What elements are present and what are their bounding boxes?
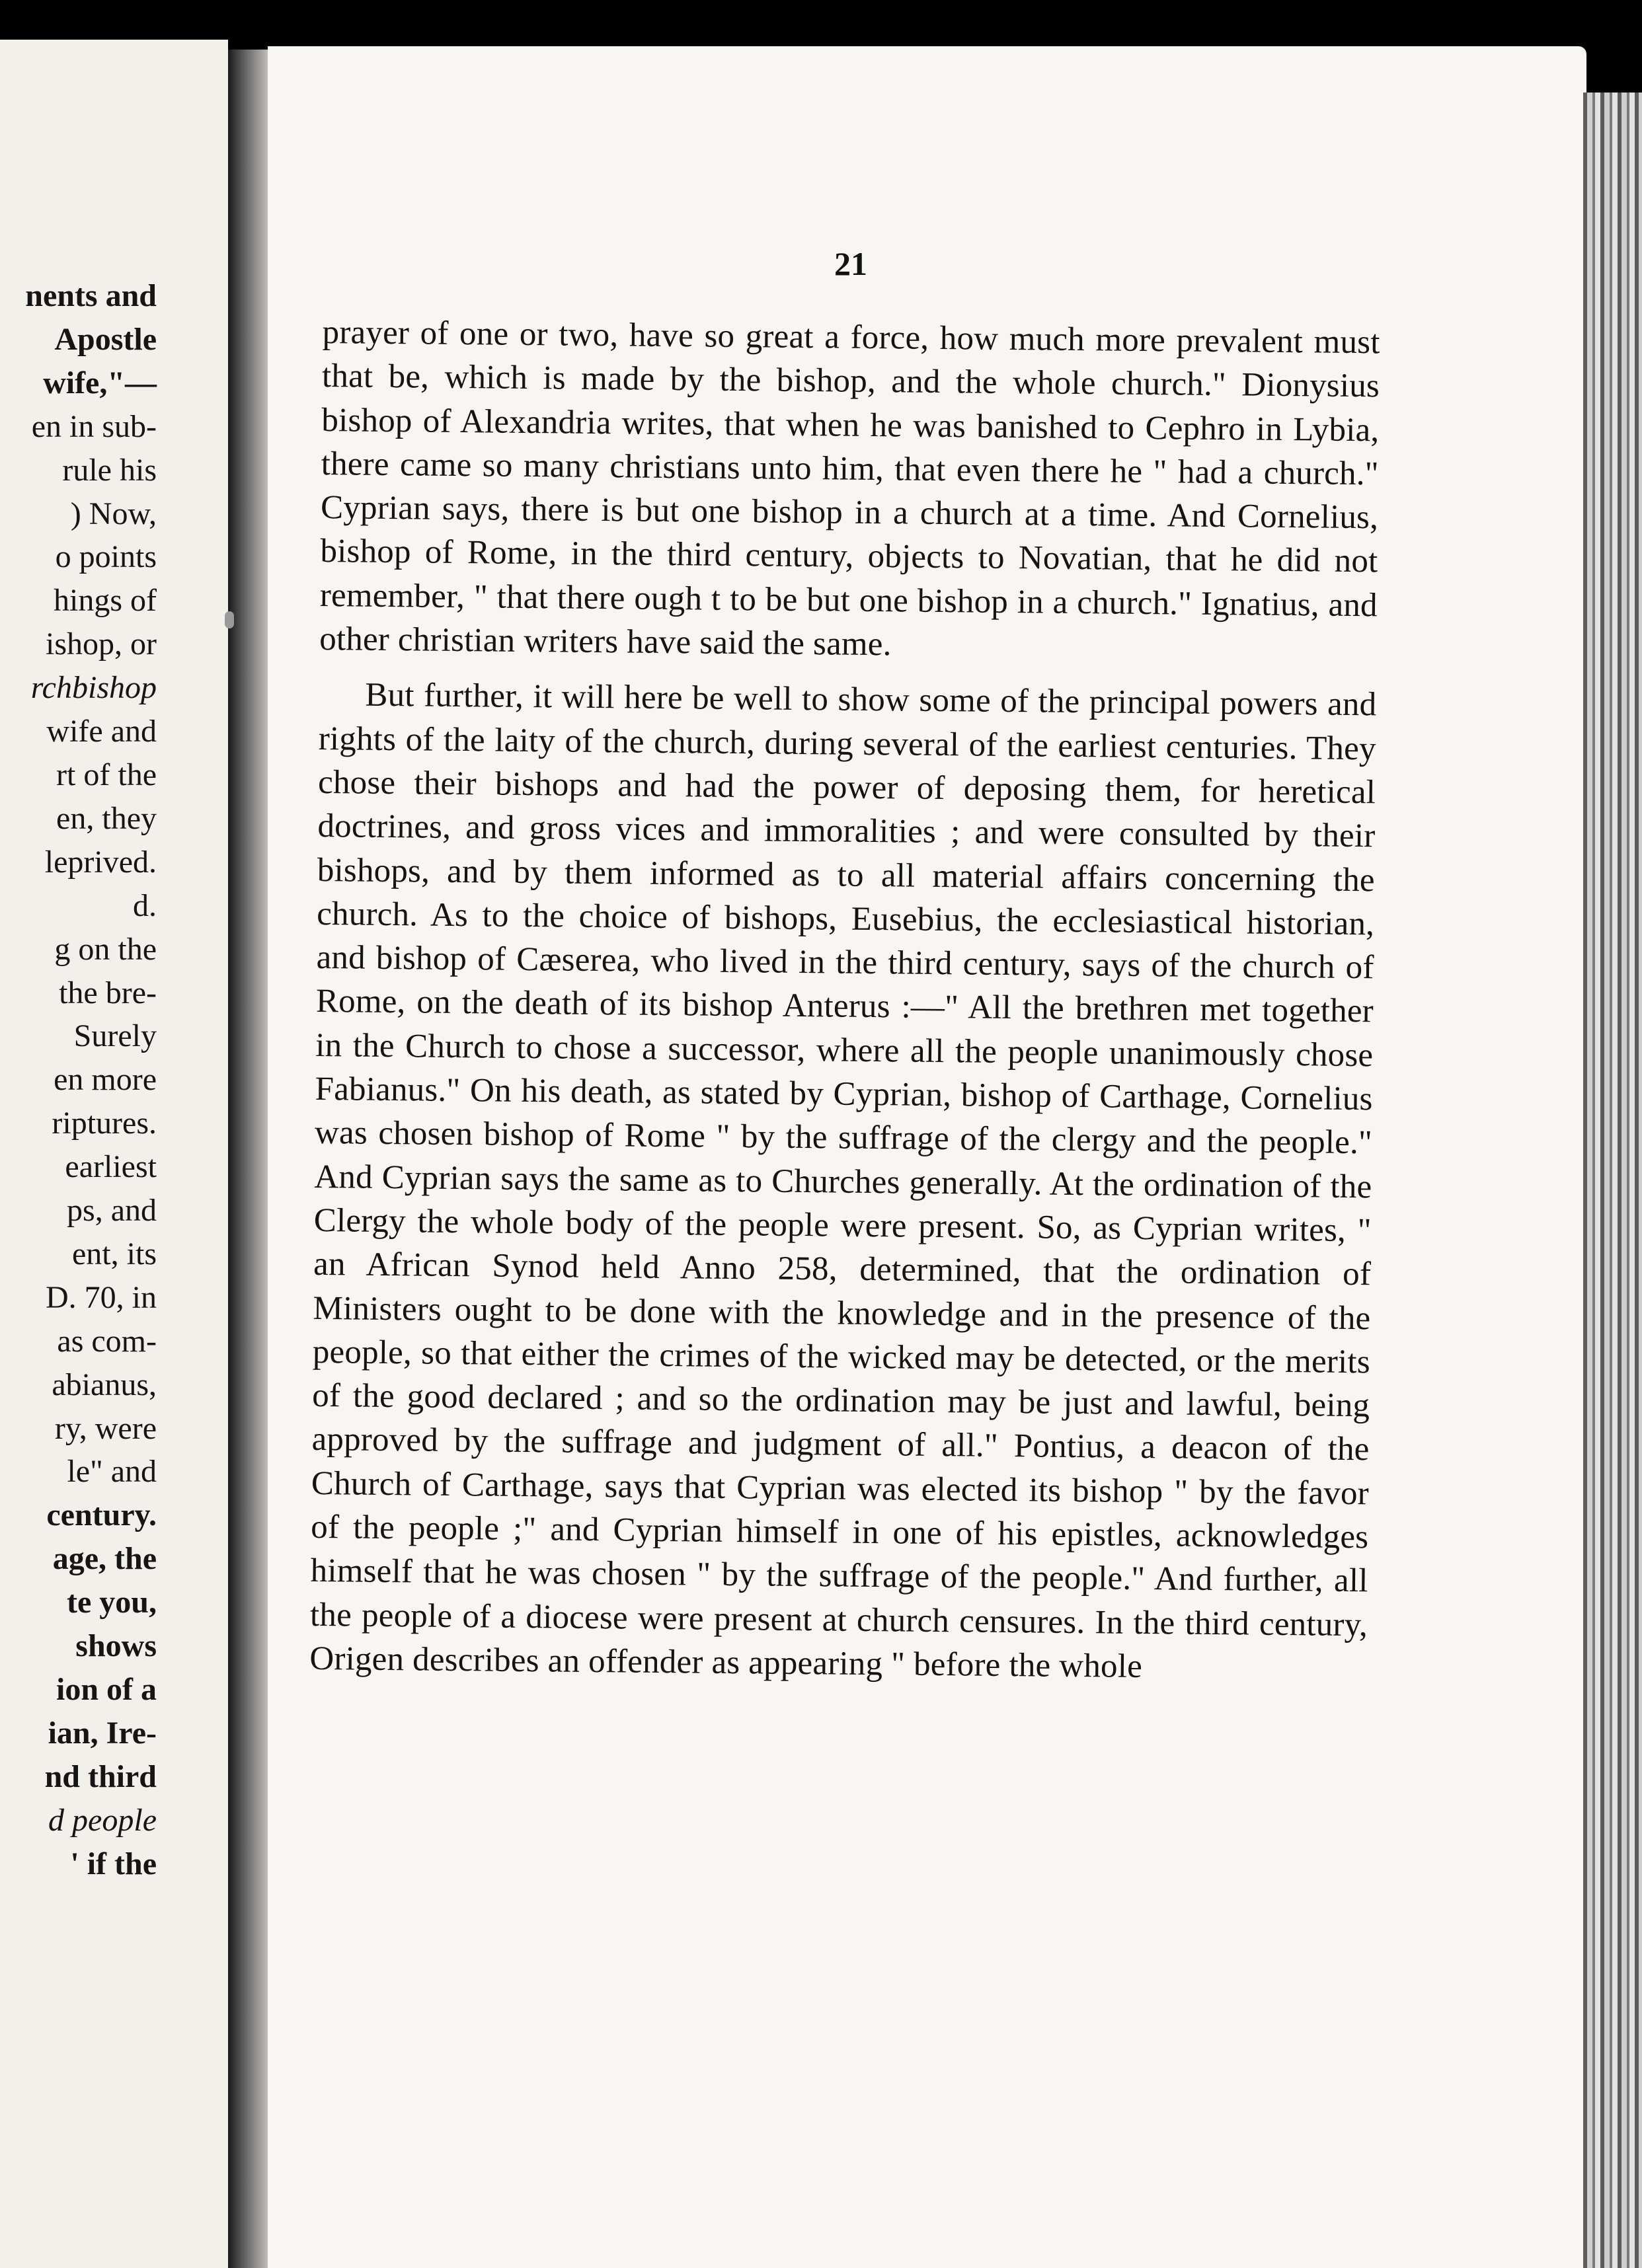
left-line: en more — [54, 1062, 157, 1098]
left-line: as com- — [57, 1323, 157, 1359]
left-line: d people — [48, 1802, 157, 1838]
left-line: riptures. — [52, 1106, 157, 1141]
left-line: ) Now, — [70, 496, 157, 531]
left-line: rt of the — [56, 757, 157, 792]
left-line: o points — [55, 539, 157, 575]
left-line: age, the — [52, 1541, 157, 1577]
left-line: ion of a — [56, 1672, 157, 1707]
left-line: ry, were — [54, 1410, 157, 1446]
binding-hole — [225, 611, 234, 628]
left-line: nd third — [44, 1758, 157, 1794]
left-line: abianus, — [52, 1367, 157, 1402]
left-line: Apostle — [54, 321, 157, 357]
left-line: wife,"— — [43, 365, 157, 400]
left-line: century. — [46, 1497, 157, 1533]
left-line: hings of — [54, 583, 157, 619]
paragraph: But further, it will here be well to show some of the principal powers and rights of the laity of the church, during several of the earliest centuries. They chose their bishops and had the power of deposing them, for heretical doctrines, and gross vices and immoralities ; and were consulted by their bishops, and by them informed as to all material affairs concerning the church. As to the choice of bishops, Eusebius, the ecclesiastical historian, and bishop of Cæserea, who lived in the third century, says of the church of Rome, on the death of its bishop Anterus :—" All the brethren met together in the Church to chose a successor, where all the people unanimously chose Fabianus." On his death, as stated by Cyprian, bishop of Carthage, Cornelius was chosen bishop of Rome " by the suffrage of the clergy and the people." And Cyprian says the same as to Churches generally. At the ordination of the Clergy the whole body of the people were present. So, as Cyprian writes, " an African Synod held Anno 258, determined, that the ordination of Ministers ought to be done with the knowledge and in the presence of the people, so that either the crimes of the wicked may be detected, or the merits of the good declared ; and so the ordination may be just and lawful, being approved by the suffrage and judgment of all." Pontius, a deacon of the Church of Carthage, says that Cyprian was elected its bishop " by the favor of the people ;" and Cyprian himself in one of his epistles, acknowledges himself that he was chosen " by the suffrage of the people." And further, all the people of a diocese were present at church censures. In the third century, Origen describes an offender as appearing " before the whole — [309, 677, 1377, 1685]
left-line: the bre- — [59, 975, 157, 1010]
left-line: ' if the — [70, 1846, 157, 1881]
previous-page-text — [25, 274, 157, 1886]
page-number: 21 — [834, 245, 867, 282]
left-line: ishop, or — [46, 626, 157, 662]
left-line: en in sub- — [31, 408, 157, 444]
paragraph: prayer of one or two, have so great a force, how much more prevalent must that be, which is made by the bishop, and the whole church." Dionysius bishop of Alexandria writes, that when he was banished to Cephro in Lybia, there came so many christians unto him, that even there he " had a church." Cyprian says, there is but one bishop in a church at a time. And Cornelius, bishop of Rome, in the third century, objects to Novatian, that he did not remember, " that there ough t to be but one bishop in a church." Ignatius, and other christian writers have said the same. — [319, 313, 1380, 663]
left-line: wife and — [46, 714, 157, 749]
left-line: shows — [75, 1628, 157, 1664]
left-line: te you, — [67, 1585, 157, 1620]
left-line: d. — [133, 888, 157, 923]
previous-page — [0, 40, 228, 2268]
left-line: rchbishop — [30, 670, 157, 706]
left-line: le" and — [67, 1454, 157, 1490]
left-line: earliest — [65, 1149, 157, 1185]
page-edges — [1583, 93, 1642, 2268]
left-line: leprived. — [44, 844, 157, 880]
left-line: ent, its — [72, 1236, 157, 1271]
page-body — [309, 311, 1380, 1690]
left-line: g on the — [54, 931, 157, 967]
left-line: Surely — [73, 1018, 157, 1054]
left-line: D. 70, in — [46, 1279, 157, 1315]
left-line: nents and — [25, 278, 157, 313]
left-line: rule his — [62, 452, 157, 488]
left-line: ps, and — [67, 1193, 157, 1228]
left-line: ian, Ire- — [48, 1715, 157, 1751]
left-line: en, they — [56, 800, 157, 836]
